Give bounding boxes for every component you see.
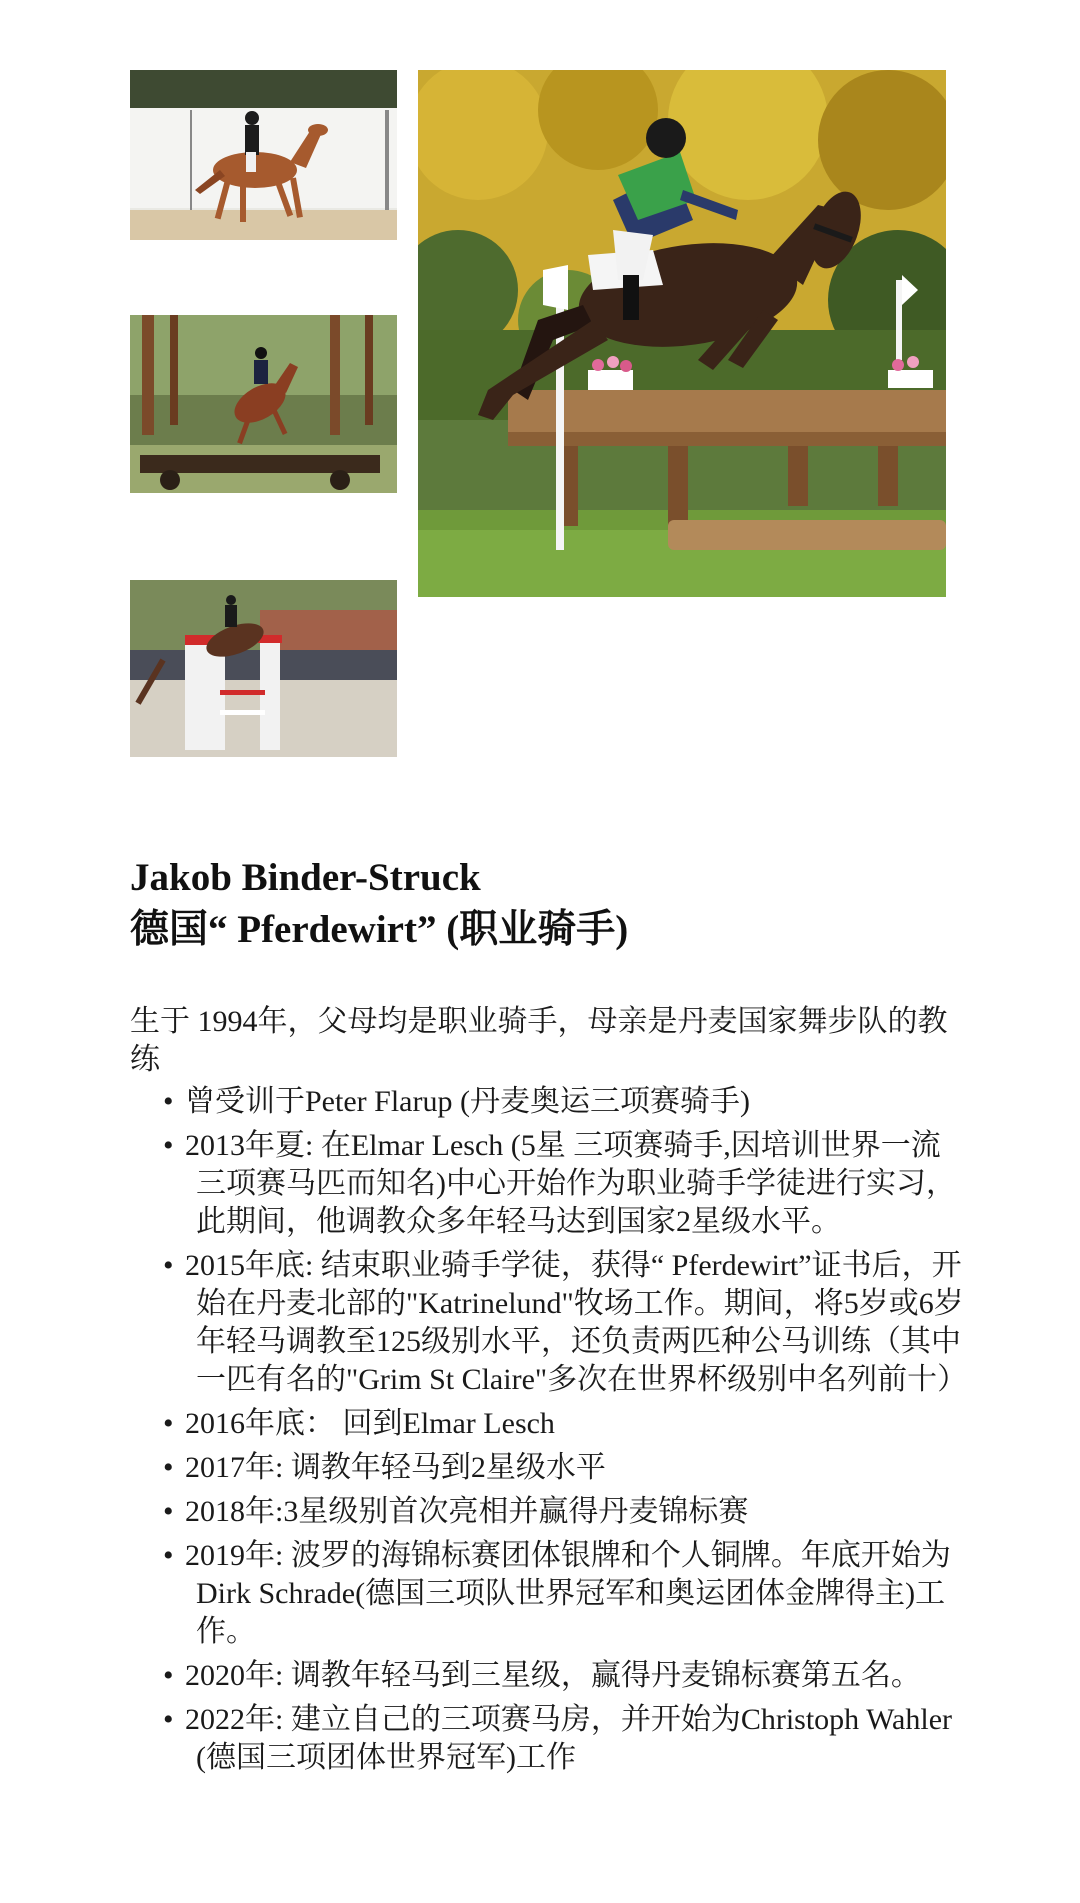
timeline-item-text: 曾受训于Peter Flarup (丹麦奥运三项赛骑手) xyxy=(185,1085,750,1118)
timeline-item xyxy=(130,1537,965,1651)
rider-title: 德国“ Pferdewirt” (职业骑手) xyxy=(130,908,629,951)
bullet-icon: • xyxy=(163,1495,174,1528)
career-timeline xyxy=(130,1083,968,1783)
timeline-item xyxy=(130,1701,965,1777)
timeline-item xyxy=(130,1493,965,1531)
bullet-icon: • xyxy=(163,1659,174,1692)
timeline-item xyxy=(130,1449,965,1487)
dressage-photo xyxy=(130,70,397,240)
bullet-icon: • xyxy=(163,1451,174,1484)
bullet-icon: • xyxy=(163,1249,174,1282)
timeline-item xyxy=(130,1405,965,1443)
timeline-item-text: 2020年: 调教年轻马到三星级，赢得丹麦锦标赛第五名。 xyxy=(185,1659,921,1692)
timeline-item-text: 2019年: 波罗的海锦标赛团体银牌和个人铜牌。年底开始为Dirk Schrade(德国三项队世界冠军和奥运团体金牌得主)工作。 xyxy=(185,1539,951,1648)
show-jumping-photo xyxy=(130,580,397,757)
bullet-icon: • xyxy=(163,1085,174,1118)
timeline-item xyxy=(130,1127,965,1241)
timeline-item xyxy=(130,1657,965,1695)
timeline-item-text: 2013年夏: 在Elmar Lesch (5星 三项赛骑手,因培训世界一流三项赛马匹而知名)中心开始作为职业骑手学徒进行实习，此期间，他调教众多年轻马达到国家2星级水平。 xyxy=(185,1129,956,1238)
timeline-item-text: 2022年: 建立自己的三项赛马房，并开始为Christoph Wahler (德国三项团体世界冠军)工作 xyxy=(185,1703,953,1774)
bullet-icon: • xyxy=(163,1129,174,1162)
bullet-icon: • xyxy=(163,1539,174,1572)
timeline-item-text: 2017年: 调教年轻马到2星级水平 xyxy=(185,1451,606,1484)
bullet-icon: • xyxy=(163,1407,174,1440)
cross-country-large-photo xyxy=(418,70,946,597)
timeline-item xyxy=(130,1247,968,1399)
rider-name: Jakob Binder-Struck xyxy=(130,856,481,899)
bullet-icon: • xyxy=(163,1703,174,1736)
timeline-item-text: 2015年底: 结束职业骑手学徒，获得“ Pferdewirt”证书后，开始在丹麦北部的"Katrinelund"牧场工作。期间，将5岁或6岁年轻马调教至125级别水平，还负责两匹种公马训练（其中一匹有名的"Grim St Claire"多次在世界杯级别中名列前十） xyxy=(185,1249,968,1396)
cross-country-small-photo xyxy=(130,315,397,493)
intro-paragraph: 生于 1994年，父母均是职业骑手，母亲是丹麦国家舞步队的教练 xyxy=(130,1005,948,1076)
profile-heading xyxy=(130,852,950,956)
timeline-item-text: 2016年底： 回到Elmar Lesch xyxy=(185,1407,555,1440)
timeline-item-text: 2018年:3星级别首次亮相并赢得丹麦锦标赛 xyxy=(185,1495,749,1528)
timeline-item xyxy=(130,1083,965,1121)
